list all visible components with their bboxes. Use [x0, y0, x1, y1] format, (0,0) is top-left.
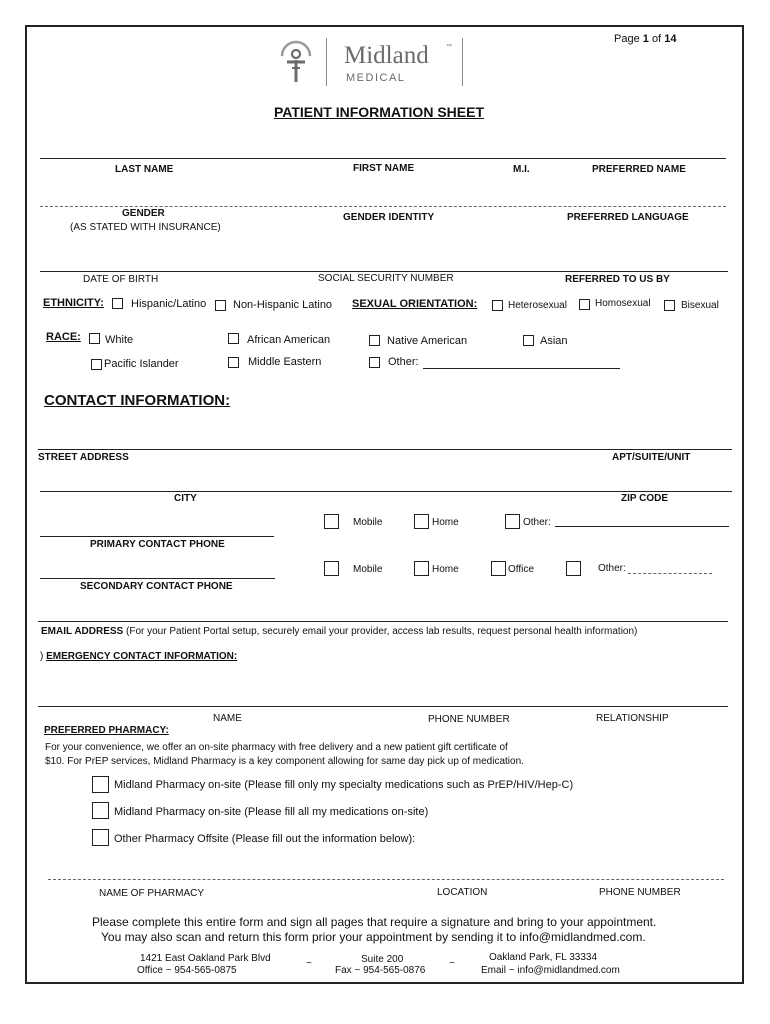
white-label: White — [105, 334, 134, 346]
white-checkbox[interactable] — [89, 333, 100, 344]
preferred-name-label: PREFERRED NAME — [592, 164, 686, 175]
primary-other-input[interactable] — [555, 526, 729, 527]
pharmacy-text-1: For your convenience, we offer an on-site pharmacy with free delivery and a new patient gift certificate of — [45, 742, 508, 753]
heterosexual-label: Heterosexual — [508, 300, 567, 311]
homosexual-label: Homosexual — [595, 298, 651, 309]
zip-label: ZIP CODE — [621, 493, 669, 504]
hispanic-checkbox[interactable] — [112, 298, 123, 309]
asian-checkbox[interactable] — [523, 335, 534, 346]
logo — [278, 38, 478, 88]
bisexual-checkbox[interactable] — [664, 300, 675, 311]
primary-other-label: Other: — [523, 517, 551, 528]
primary-mobile-label: Mobile — [353, 517, 383, 528]
footer-city: Oakland Park, FL 33334 — [489, 952, 598, 963]
secondary-mobile-label: Mobile — [353, 564, 383, 575]
emergency-contact-input[interactable] — [38, 706, 728, 707]
pharmacy-option-3-label: Other Pharmacy Offsite (Please fill out the information below): — [114, 833, 416, 845]
secondary-phone-label: SECONDARY CONTACT PHONE — [80, 581, 233, 592]
logo-name: Midland — [344, 42, 429, 69]
emergency-heading-text: EMERGENCY CONTACT INFORMATION: — [46, 651, 238, 662]
city-input[interactable] — [40, 491, 732, 492]
secondary-office-label: Office — [508, 564, 534, 575]
african-american-label: African American — [247, 334, 331, 346]
page-title: PATIENT INFORMATION SHEET — [274, 104, 484, 120]
street-address-input[interactable] — [38, 449, 732, 450]
logo-sub: MEDICAL — [346, 72, 406, 84]
footer-tilde-1: ~ — [306, 958, 312, 969]
pacific-islander-checkbox[interactable] — [91, 359, 102, 370]
footer-address: 1421 East Oakland Park Blvd — [140, 953, 271, 964]
ssn-label: SOCIAL SECURITY NUMBER — [318, 273, 454, 284]
pharmacy-info-input[interactable] — [48, 879, 724, 880]
email-address-label — [41, 626, 637, 637]
pharmacy-option-2-label: Midland Pharmacy on-site (Please fill all my medications on-site) — [114, 806, 429, 818]
preferred-language-label: PREFERRED LANGUAGE — [567, 212, 689, 223]
pharmacy-text-2: $10. For PrEP services, Midland Pharmacy is a key component allowing for same day pick up of medication. — [45, 756, 524, 767]
pharmacy-phone-label: PHONE NUMBER — [599, 887, 681, 898]
footer-email: Email ~ info@midlandmed.com — [481, 965, 620, 976]
secondary-other-checkbox[interactable] — [566, 561, 581, 576]
hispanic-label: Hispanic/Latino — [131, 298, 207, 310]
homosexual-checkbox[interactable] — [579, 299, 590, 310]
emergency-phone-label: PHONE NUMBER — [428, 714, 510, 725]
primary-home-checkbox[interactable] — [414, 514, 429, 529]
pacific-islander-label: Pacific Islander — [104, 358, 179, 370]
gender-identity-label: GENDER IDENTITY — [343, 212, 435, 223]
dob-row-line[interactable] — [40, 271, 728, 272]
orientation-label: SEXUAL ORIENTATION: — [352, 298, 478, 310]
page-of: of — [651, 33, 662, 45]
primary-phone-input[interactable] — [40, 536, 274, 537]
middle-eastern-label: Middle Eastern — [248, 356, 322, 368]
page-number — [614, 33, 676, 45]
footer-fax: Fax ~ 954-565-0876 — [335, 965, 426, 976]
pharmacy-option-1-label: Midland Pharmacy on-site (Please fill only my specialty medications such as PrEP/HIV/Hep-C) — [114, 779, 574, 791]
footer-notice-1: Please complete this entire form and sign all pages that require a signature and bring to your appointment. — [92, 915, 657, 929]
email-note: (For your Patient Portal setup, securely email your provider, access lab results, request personal health information) — [126, 626, 638, 637]
race-label: RACE: — [46, 331, 81, 343]
footer-tilde-2: ~ — [449, 958, 455, 969]
race-other-checkbox[interactable] — [369, 357, 380, 368]
email-label-text: EMAIL ADDRESS — [41, 626, 124, 637]
primary-mobile-checkbox[interactable] — [324, 514, 339, 529]
logo-divider-right — [462, 38, 463, 86]
footer-suite: Suite 200 — [361, 954, 404, 965]
emergency-heading — [40, 651, 237, 662]
non-hispanic-label: Non-Hispanic Latino — [233, 299, 333, 311]
footer-notice-2: You may also scan and return this form prior your appointment by sending it to info@midlandmed.com. — [101, 930, 646, 944]
name-row-line[interactable] — [40, 158, 726, 159]
emergency-name-label: NAME — [213, 713, 242, 724]
street-address-label: STREET ADDRESS — [38, 452, 129, 463]
city-label: CITY — [174, 493, 197, 504]
pharmacy-name-label: NAME OF PHARMACY — [99, 888, 205, 899]
logo-divider — [326, 38, 327, 86]
last-name-label: LAST NAME — [115, 164, 174, 175]
pharmacy-heading: PREFERRED PHARMACY: — [44, 725, 169, 736]
secondary-home-checkbox[interactable] — [414, 561, 429, 576]
gender-label: GENDER — [122, 208, 165, 219]
dob-label: DATE OF BIRTH — [83, 274, 159, 285]
native-american-label: Native American — [387, 335, 468, 347]
primary-other-checkbox[interactable] — [505, 514, 520, 529]
logo-tm: ™ — [446, 44, 452, 50]
secondary-mobile-checkbox[interactable] — [324, 561, 339, 576]
primary-home-label: Home — [432, 517, 459, 528]
emergency-prefix: ) — [40, 651, 44, 662]
mi-label: M.I. — [513, 164, 530, 175]
secondary-home-label: Home — [432, 564, 459, 575]
gender-note: (AS STATED WITH INSURANCE) — [70, 222, 221, 233]
page-label: Page — [614, 33, 640, 45]
middle-eastern-checkbox[interactable] — [228, 357, 239, 368]
native-american-checkbox[interactable] — [369, 335, 380, 346]
page-total: 14 — [664, 33, 677, 45]
footer-office: Office ~ 954-565-0875 — [137, 965, 237, 976]
pharmacy-location-label: LOCATION — [437, 887, 488, 898]
non-hispanic-checkbox[interactable] — [215, 300, 226, 311]
pharmacy-option-1-checkbox[interactable] — [92, 776, 109, 793]
email-input[interactable] — [38, 621, 728, 622]
heterosexual-checkbox[interactable] — [492, 300, 503, 311]
bisexual-label: Bisexual — [681, 300, 719, 311]
african-american-checkbox[interactable] — [228, 333, 239, 344]
race-other-input[interactable] — [423, 368, 620, 369]
secondary-other-label: Other: — [598, 563, 626, 574]
apt-label: APT/SUITE/UNIT — [612, 452, 691, 463]
contact-heading: CONTACT INFORMATION: — [44, 392, 231, 409]
ethnicity-label: ETHNICITY: — [43, 297, 104, 309]
secondary-office-checkbox[interactable] — [491, 561, 506, 576]
pharmacy-option-2-checkbox[interactable] — [92, 802, 109, 819]
referred-label: REFERRED TO US BY — [565, 274, 670, 285]
race-other-label: Other: — [388, 356, 419, 368]
asian-label: Asian — [540, 335, 568, 347]
logo-mark-icon — [278, 38, 314, 86]
page-current: 1 — [642, 33, 649, 45]
pharmacy-option-3-checkbox[interactable] — [92, 829, 109, 846]
emergency-relationship-label: RELATIONSHIP — [596, 713, 669, 724]
gender-row-line[interactable] — [40, 206, 726, 207]
primary-phone-label: PRIMARY CONTACT PHONE — [90, 539, 225, 550]
secondary-other-input[interactable] — [628, 573, 712, 574]
secondary-phone-input[interactable] — [40, 578, 275, 579]
first-name-label: FIRST NAME — [353, 163, 415, 174]
